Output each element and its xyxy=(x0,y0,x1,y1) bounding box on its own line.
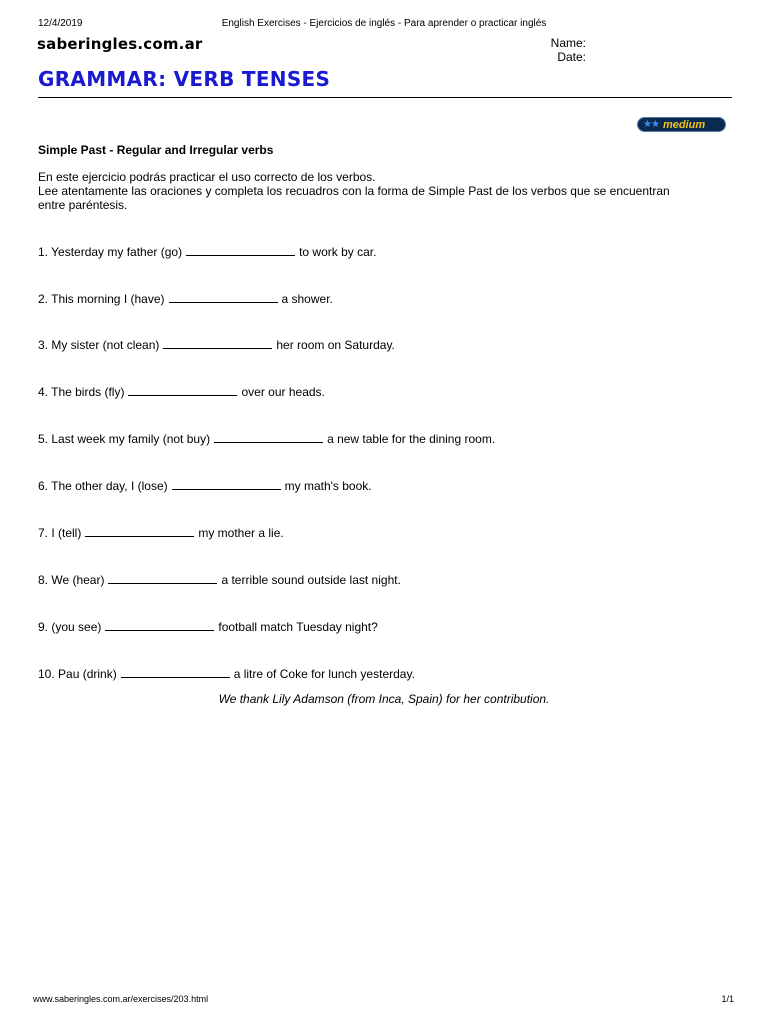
name-label: Name: xyxy=(550,36,586,50)
question-text: 2. This morning I (have) xyxy=(38,292,165,306)
footer-url: www.saberingles.com.ar/exercises/203.html xyxy=(33,994,209,1004)
answer-blank[interactable] xyxy=(163,336,272,349)
page-title: GRAMMAR: VERB TENSES xyxy=(38,67,331,91)
answer-blank[interactable] xyxy=(128,383,237,396)
answer-blank[interactable] xyxy=(121,665,230,678)
instruction-line: En este ejercicio podrás practicar el uso correcto de los verbos. xyxy=(38,170,376,184)
star-icon: ★★ xyxy=(643,119,659,130)
question-item xyxy=(38,571,401,587)
answer-blank[interactable] xyxy=(108,571,217,584)
question-text: a litre of Coke for lunch yesterday. xyxy=(233,667,415,681)
question-item xyxy=(38,618,378,634)
question-item xyxy=(38,336,395,352)
question-text: a new table for the dining room. xyxy=(327,432,496,446)
answer-blank[interactable] xyxy=(214,430,323,443)
acknowledgement: We thank Lily Adamson (from Inca, Spain) for her contribution. xyxy=(218,692,550,706)
exercise-title: Simple Past - Regular and Irregular verbs xyxy=(38,143,274,157)
question-text: a shower. xyxy=(281,292,333,306)
title-divider xyxy=(38,97,732,98)
question-item xyxy=(38,383,325,399)
question-text: 4. The birds (fly) xyxy=(38,385,125,399)
question-text: 5. Last week my family (not buy) xyxy=(38,432,211,446)
question-item xyxy=(38,430,495,446)
question-text: 9. (you see) xyxy=(38,620,102,634)
question-text: my mother a lie. xyxy=(198,526,284,540)
question-item xyxy=(38,524,284,540)
print-date: 12/4/2019 xyxy=(38,18,83,29)
name-date-fields xyxy=(540,36,586,64)
instruction-line: Lee atentamente las oraciones y completa los recuadros con la forma de Simple Past de los verbos que se encuentran xyxy=(38,184,670,198)
difficulty-badge xyxy=(637,117,726,132)
question-item xyxy=(38,290,333,306)
answer-blank[interactable] xyxy=(172,477,281,490)
question-text: over our heads. xyxy=(241,385,325,399)
answer-blank[interactable] xyxy=(85,524,194,537)
question-text: her room on Saturday. xyxy=(276,338,395,352)
instructions xyxy=(38,170,738,212)
question-text: football match Tuesday night? xyxy=(218,620,378,634)
question-text: 7. I (tell) xyxy=(38,526,82,540)
print-page-title: English Exercises - Ejercicios de inglés - Para aprender o practicar inglés xyxy=(221,18,547,29)
answer-blank[interactable] xyxy=(105,618,214,631)
question-text: to work by car. xyxy=(299,245,377,259)
answer-blank[interactable] xyxy=(169,290,278,303)
date-label: Date: xyxy=(557,50,586,64)
instruction-line: entre paréntesis. xyxy=(38,198,128,212)
question-text: 6. The other day, I (lose) xyxy=(38,479,168,493)
question-text: 1. Yesterday my father (go) xyxy=(38,245,183,259)
question-text: 8. We (hear) xyxy=(38,573,105,587)
difficulty-level: medium xyxy=(662,118,706,131)
page-number: 1/1 xyxy=(721,994,734,1004)
question-text: 3. My sister (not clean) xyxy=(38,338,160,352)
question-text: a terrible sound outside last night. xyxy=(221,573,401,587)
question-item xyxy=(38,243,376,259)
site-name: saberingles.com.ar xyxy=(37,35,203,53)
answer-blank[interactable] xyxy=(186,243,295,256)
question-text: my math's book. xyxy=(284,479,372,493)
question-item xyxy=(38,665,415,681)
question-text: 10. Pau (drink) xyxy=(38,667,117,681)
question-item xyxy=(38,477,372,493)
